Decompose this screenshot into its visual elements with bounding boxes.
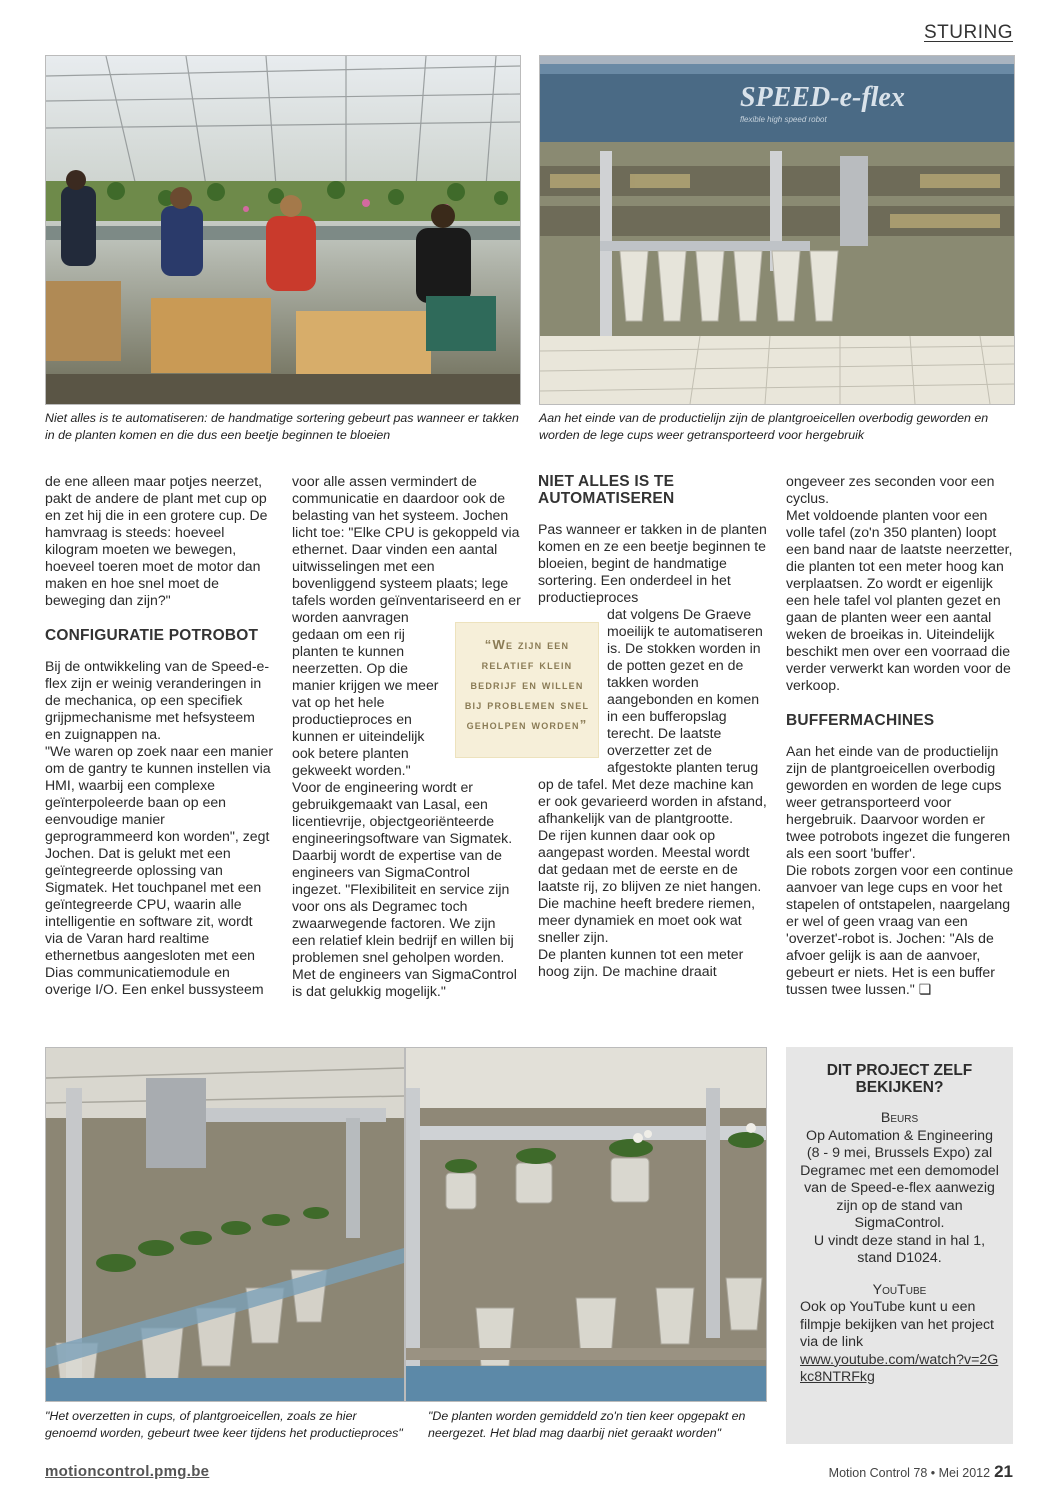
paragraph: Met voldoende planten voor een volle tafel (zo'n 350 planten) loopt een band naar de laatste neerzetter, die planten tot een meter hoog kan verplaatsen. Zo wordt er eigenlijk een hele tafel vol planten gezet en gaan de planten weer een aantal weken de broeikas in. Uiteindelijk beschikt men over een voorraad die verder verwerkt kan worden voor de verkoop. [786,507,1013,693]
paragraph: gedaan om een rij planten te kunnen neerzetten. Op die manier krijgen we meer vat op het hele productieproces en kunnen er uiteindelijk ook betere planten gekweekt worden." [292,626,439,778]
paragraph: Aan het einde van de productielijn zijn de plantgroeicellen overbodig geworden en worden de lege cups weer getransporteerd voor hergebruik. Daarvoor worden er twee potrobots ingezet die fungeren als een soort 'buffer'. [786,743,1011,861]
heading-niet-alles-is-te-automatiseren: NIET ALLES IS TE AUTOMATISEREN [538,473,675,507]
footer-issue: Motion Control 78 • Mei 2012 [828,1466,991,1480]
sidebar-box [786,1047,1013,1444]
speed-e-flex-logo: SPEED-e-flex [740,82,905,113]
paragraph [786,862,1014,998]
article-column-1 [45,473,274,998]
footer-issue-info [829,1462,1013,1482]
heading-buffermachines: BUFFERMACHINES [786,712,935,729]
paragraph: Voor de engineering wordt er gebruikgemaakt van Lasal, een licentievrije, objectgeoriënteerde engineeringsoftware van Sigmatek. Daarbij wordt de expertise van de engineers van SigmaControl ingezet. "Flexibiliteit en service zijn voor ons als Degramec toch zwaarwegende factoren. We zijn een relatief klein bedrijf en willen bij problemen snel geholpen worden. Met de engineers van SigmaControl is dat gelukkig mogelijk." [292,779,517,999]
sidebar-title: DIT PROJECT ZELF BEKIJKEN? [826,1062,973,1096]
paragraph: op de tafel. Met deze machine kan er ook gevarieerd worden in afstand, afhankelijk van de plantgrootte. [538,776,767,826]
paragraph: "We waren op zoek naar een manier om de gantry te kunnen instellen via HMI, waarbij een complexe geïnterpoleerde baan op een eenvoudige manier geprogrammeerd kon worden", zegt Jochen. Dat is gelukt met een geïntegreerde oplossing van Sigmatek. Het touchpanel met een geïntegreerde CPU, waarin alle intelligentie en software zit, wordt via de Varan hard realtime ethernetbus aangesloten met een Dias communicatiemodule en overige I/O. Een enkel bussysteem [45,743,274,997]
photo-sorting [45,55,521,405]
article-column-4 [786,473,1014,998]
paragraph: Bij de ontwikkeling van de Speed-e-flex zijn er weinig veranderingen in de mechanica, op een specifiek grijpmechanisme met hefsysteem en zuignappen na. [45,658,270,742]
caption-photo-cups-transfer: "Het overzetten in cups, of plantgroeicellen, zoals ze hier genoemd worden, gebeurt twee keer tijdens het productieproces" [45,1409,403,1440]
sidebar-subheading-youtube: YouTube [872,1281,927,1298]
pull-quote: “We zijn een relatief klein bedrijf en willen bij problemen snel geholpen worden” [455,622,599,758]
section-label: STURING [924,22,1013,43]
paragraph: voor alle assen vermindert de communicatie en daardoor ook de belasting van het systeem. Jochen licht toe: "Elke CPU is gekoppeld via ethernet. Daar vinden een aantal uitwisselingen met een bovenliggend systeem plaats; lege tafels worden geïnventariseerd en er worden aanvragen [292,473,521,625]
end-mark-icon: ❏ [918,981,932,997]
heading-configuratie-potrobot: CONFIGURATIE POTROBOT [45,627,259,644]
speed-e-flex-tagline: flexible high speed robot [740,115,827,124]
paragraph: dat volgens De Graeve moeilijk te automatiseren is. De stokken worden in de potten gezet en de takken worden aangebonden en komen in een bufferopslag terecht. De laatste overzetter zet de afgestokte planten terug [607,606,763,775]
paragraph: Pas wanneer er takken in de planten komen en ze een beetje beginnen te bloeien, begint de handmatige sortering. Een onderdeel in het productieproces [538,521,767,605]
caption-photo-orchid-handling: "De planten worden gemiddeld zo'n tien keer opgepakt en neergezet. Het blad mag daarbij niet geraakt worden" [428,1409,746,1440]
page-number: 21 [994,1462,1013,1481]
youtube-link[interactable]: www.youtube.com/watch?v=2Gkc8NTRFkg [800,1351,999,1385]
paragraph: De rijen kunnen daar ook op aangepast worden. Meestal wordt dat gedaan met de eerste en de laatste rij, zo blijven ze niet hangen. Die machine heeft bredere riemen, meer dynamiek en moet ook wat sneller zijn. [538,827,762,945]
paragraph: de ene alleen maar potjes neerzet, pakt de andere de plant met cup op en zet hij die in een grotere cup. De hamvraag is steeds: hoeveel kilogram moeten we bewegen, hoeveel toeren moet de motor dan maken en hoe snel moet de beweging dan zijn?" [45,473,268,608]
photo-orchid-handling [405,1047,767,1402]
sidebar-text: U vindt deze stand in hal 1, stand D1024. [813,1232,986,1266]
sidebar-text: Ook op YouTube kunt u een filmpje bekijken van het project via de link [800,1299,994,1350]
sidebar-subheading-beurs: Beurs [880,1110,919,1126]
caption-photo-sorting: Niet alles is te automatiseren: de handmatige sortering gebeurt pas wanneer er takken in de planten komen en die dus een beetje beginnen te bloeien [45,411,519,442]
photo-cups-transfer [45,1047,405,1402]
sidebar-text: Op Automation & Engineering (8 - 9 mei, Brussels Expo) zal Degramec met een demomodel van de Speed-e-flex aanwezig zijn op de stand van SigmaControl. [800,1127,999,1231]
caption-photo-speed-e-flex: Aan het einde van de productielijn zijn de plantgroeicellen overbodig geworden en worden de lege cups weer getransporteerd voor hergebruik [539,411,989,442]
paragraph-text: Die robots zorgen voor een continue aanvoer van lege cups en voor het stapelen of ontstapelen, naargelang er wel of geen vraag van een 'overzet'-robot is. Jochen: "Als de afvoer gelijk is aan de aanvoer, gebeurt er niets. Het is een buffer tussen twee lussen." [786,862,1014,997]
photo-speed-e-flex [539,55,1015,405]
footer-website-link[interactable]: motioncontrol.pmg.be [45,1463,210,1480]
paragraph: ongeveer zes seconden voor een cyclus. [786,473,995,506]
paragraph: De planten kunnen tot een meter hoog zijn. De machine draait [538,946,744,979]
article-column-3 [538,473,768,980]
